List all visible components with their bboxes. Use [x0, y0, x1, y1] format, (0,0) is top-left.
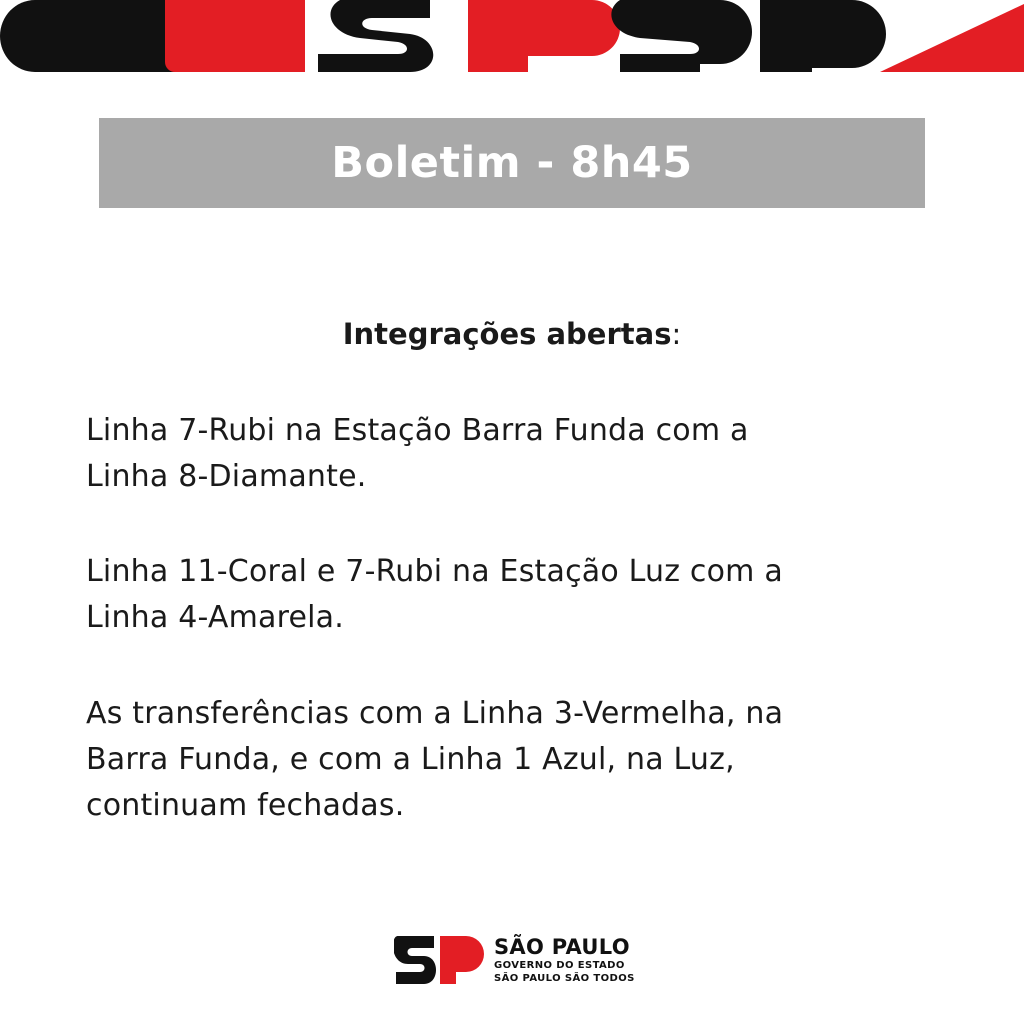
paragraph-transfers-closed	[86, 691, 956, 829]
footer-text	[494, 934, 635, 984]
paragraph-line: Linha 7-Rubi na Estação Barra Funda com a	[86, 413, 749, 448]
paragraph-line: Barra Funda, e com a Linha 1 Azul, na Luz,	[86, 742, 735, 777]
section-heading	[0, 312, 1024, 356]
top-banner-graphic	[0, 0, 1024, 72]
section-heading-label: Integrações abertas	[342, 317, 672, 351]
sp-logo-icon	[394, 936, 484, 984]
paragraph-line11-luz	[86, 549, 956, 641]
banner-black-sp	[596, 0, 752, 72]
banner-red-slant	[880, 4, 1024, 72]
banner-black-p	[760, 0, 886, 72]
footer-slogan-line: SÃO PAULO SÃO TODOS	[494, 972, 635, 984]
page-title: Boletim - 8h45	[331, 138, 693, 188]
paragraph-line: continuam fechadas.	[86, 788, 405, 823]
footer-government-line: GOVERNO DO ESTADO	[494, 959, 625, 971]
banner-black-bar	[0, 0, 180, 72]
title-bar	[99, 118, 925, 208]
banner-red-p	[468, 0, 620, 72]
banner-black-s	[318, 0, 433, 72]
banner-red-block	[165, 0, 305, 72]
paragraph-line7-barra-funda	[86, 408, 956, 500]
footer-brand-name: SÃO PAULO	[494, 934, 630, 959]
section-heading-colon: :	[671, 317, 682, 351]
footer-logo	[394, 936, 635, 984]
paragraph-line: Linha 4-Amarela.	[86, 600, 344, 635]
paragraph-line: As transferências com a Linha 3-Vermelha, na	[86, 696, 784, 731]
paragraph-line: Linha 8-Diamante.	[86, 459, 367, 494]
paragraph-line: Linha 11-Coral e 7-Rubi na Estação Luz com a	[86, 554, 783, 589]
